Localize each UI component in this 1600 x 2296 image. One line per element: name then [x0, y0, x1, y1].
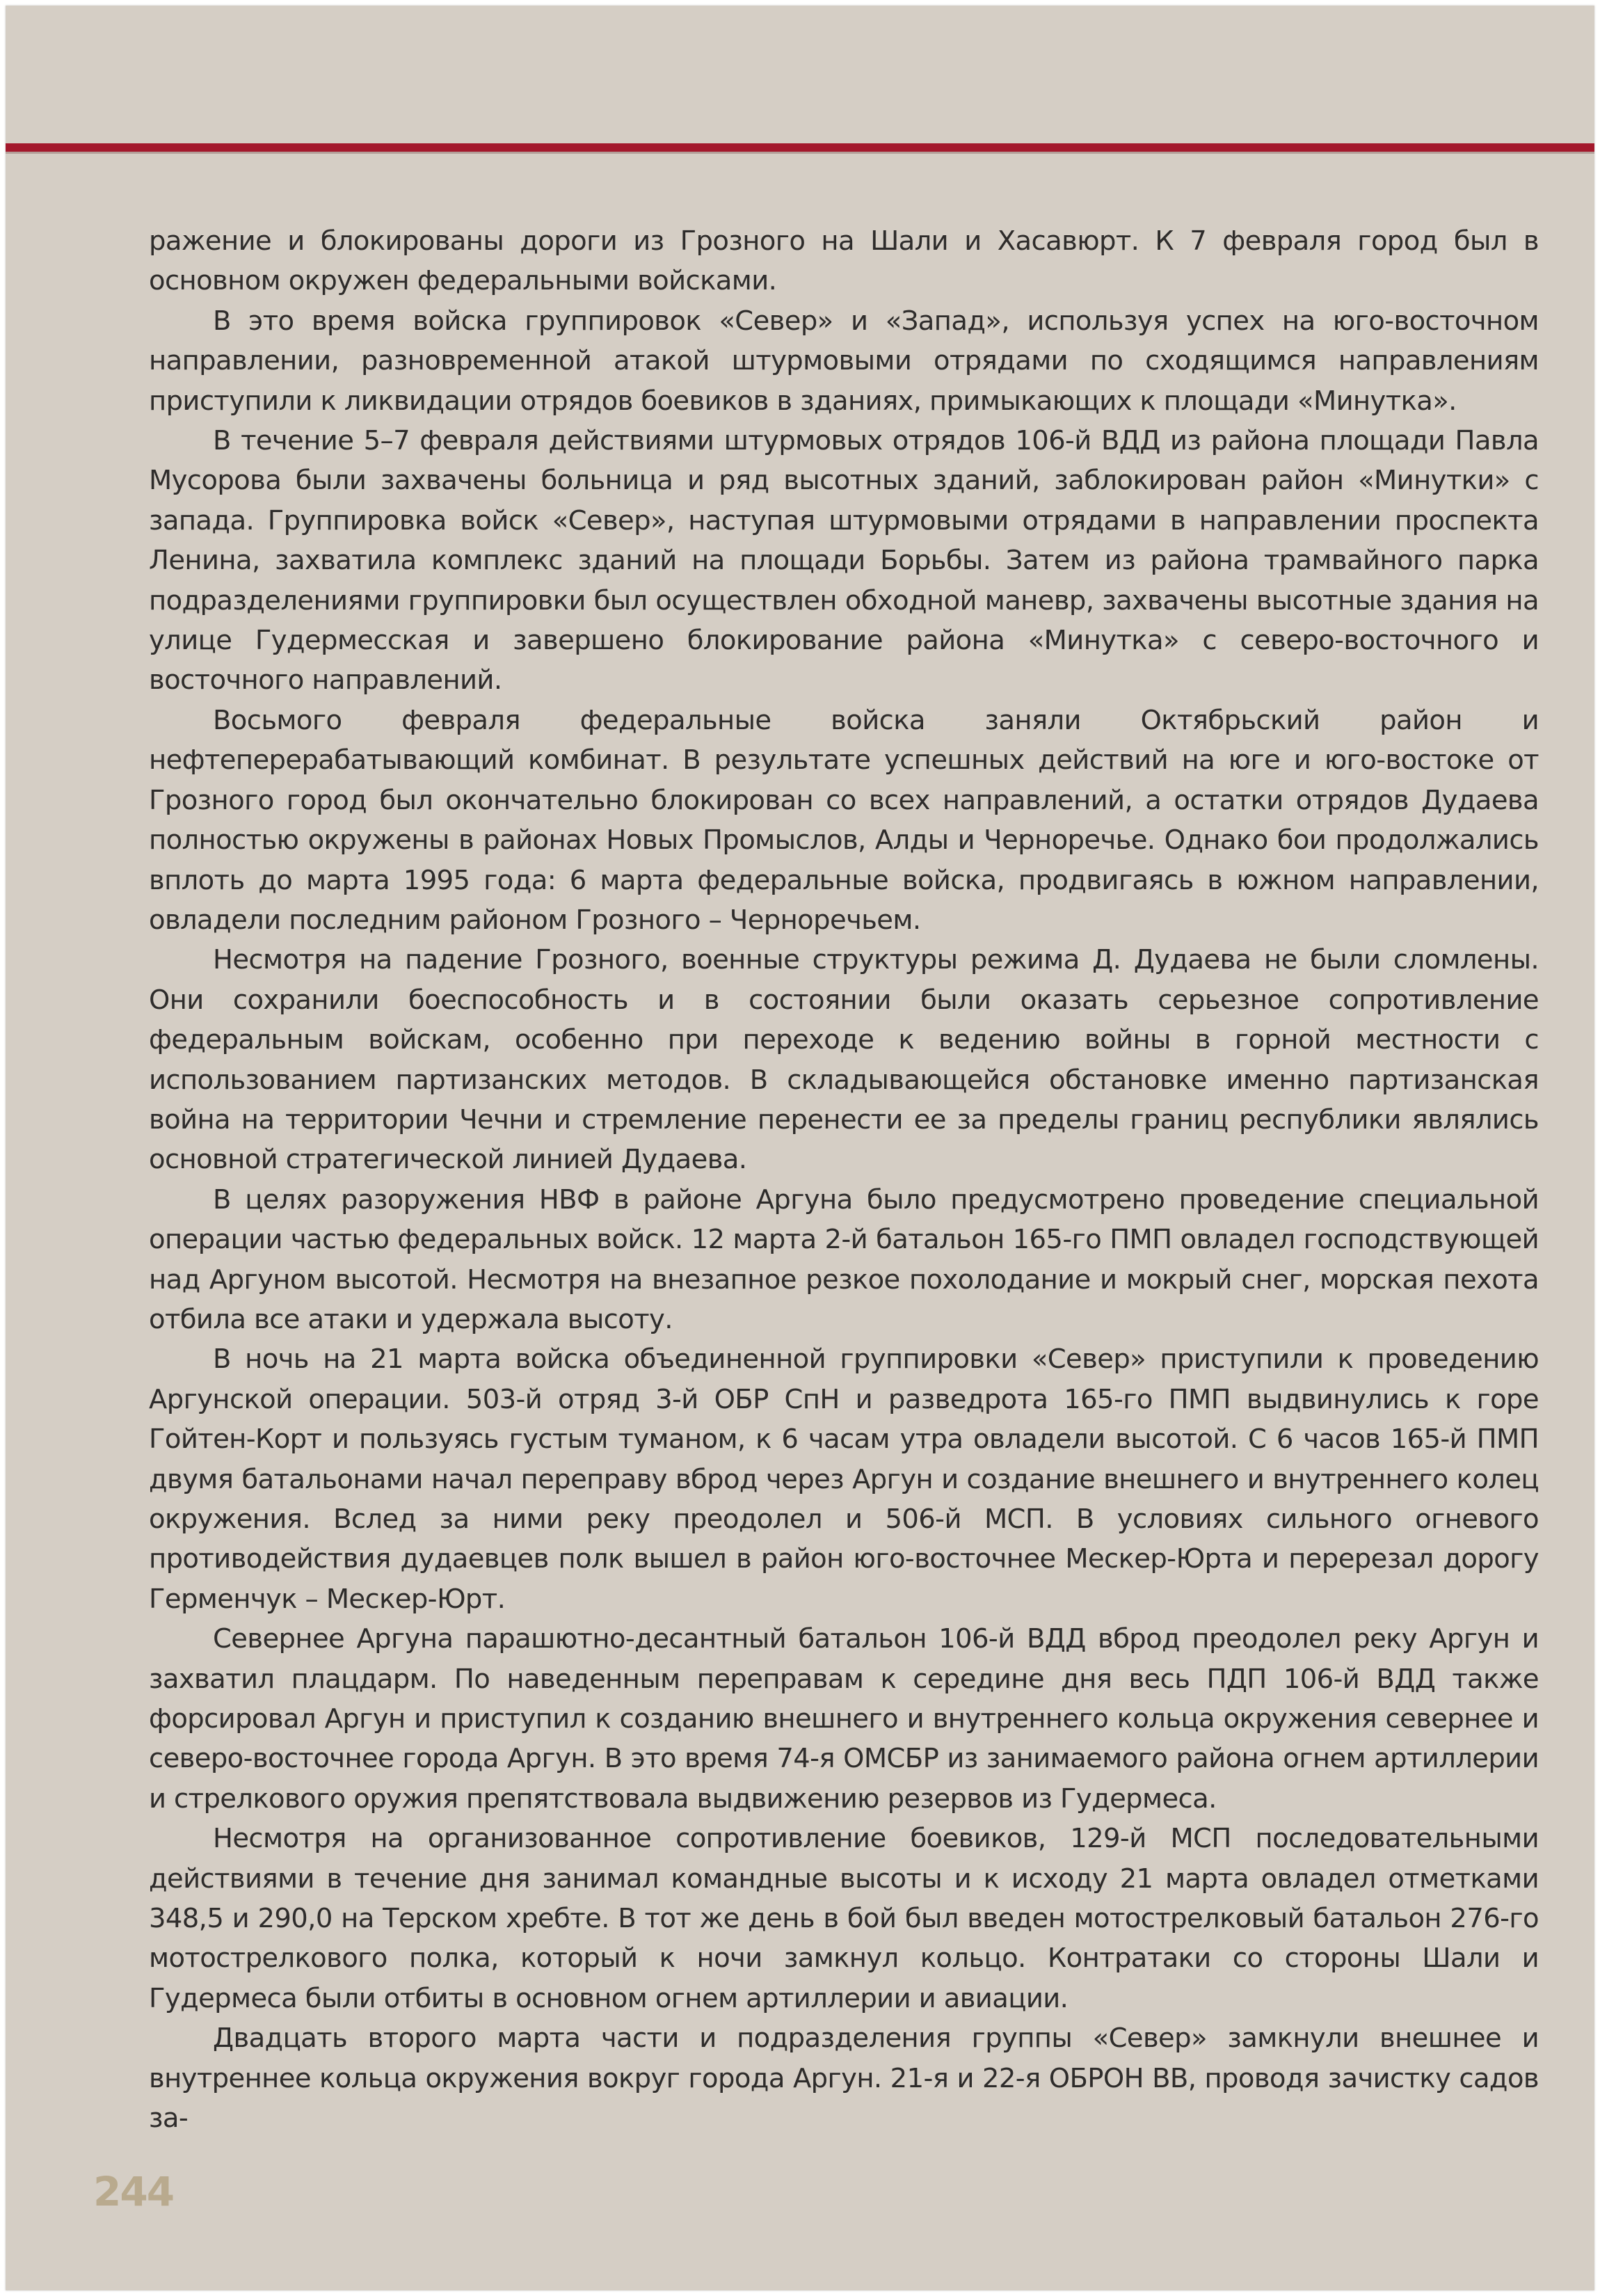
paragraph-10: Двадцать второго марта части и подразделения группы «Север» замкнули внешнее и внутреннее кольца окружения вокруг города Аргун. 21-я и 22-я ОБРОН ВВ, проводя зачистку садов за- [149, 2023, 1539, 2135]
paragraph-2: В это время войска группировок «Север» и «Запад», используя успех на юго-восточном направлении, разновременной атакой штурмовыми отрядами по сходящимся направлениям приступили к ликвидации отрядов боевиков в зданиях, примыкающих к площади «Минутка». [149, 305, 1539, 417]
paragraph-3: В течение 5–7 февраля действиями штурмовых отрядов 106-й ВДД из района площади Павла Мусорова были захвачены больница и ряд высотных зданий, заблокирован район «Минутки» с запада. Группировка войск «Север», наступая штурмовыми отрядами в направлении проспекта Ленина, захватила комплекс зданий на площади Борьбы. Затем из района трамвайного парка подразделениями группировки был осуществлен обходной маневр, захвачены высотные здания на улице Гудермесская и завершено блокирование района «Минутка» с северо-восточного и восточного направлений. [149, 425, 1539, 696]
paragraph-7: В ночь на 21 марта войска объединенной группировки «Север» приступили к проведению Аргунской операции. 503-й отряд 3-й ОБР СпН и разведрота 165-го ПМП выдвинулись к горе Гойтен-Корт и пользуясь густым туманом, к 6 часам утра овладели высотой. С 6 часов 165-й ПМП двумя батальонами начал переправу вброд через Аргун и создание внешнего и внутреннего колец окружения. Вслед за ними реку преодолел и 506-й МСП. В условиях сильного огневого противодействия дудаевцев полк вышел в район юго-восточнее Мескер-Юрта и перерезал дорогу Герменчук – Мескер-Юрт. [149, 1344, 1539, 1615]
paragraph-9: Несмотря на организованное сопротивление боевиков, 129-й МСП последовательными действиями в течение дня занимал командные высоты и к исходу 21 марта овладел отметками 348,5 и 290,0 на Терском хребте. В тот же день в бой был введен мотострелковый батальон 276-го мотострелкового полка, который к ночи замкнул кольцо. Контратаки со стороны Шали и Гудермеса были отбиты в основном огнем артиллерии и авиации. [149, 1823, 1539, 2014]
page-number: 244 [93, 2168, 174, 2215]
paragraph-4: Восьмого февраля федеральные войска заняли Октябрьский район и нефтеперерабатывающий комбинат. В результате успешных действий на юге и юго-востоке от Грозного город был окончательно блокирован со всех направлений, а остатки отрядов Дудаева полностью окружены в районах Новых Промыслов, Алды и Черноречье. Однако бои продолжались вплоть до марта 1995 года: 6 марта федеральные войска, продвигаясь в южном направлении, овладели последним районом Грозного – Черноречьем. [149, 704, 1539, 936]
book-page [6, 6, 1594, 2290]
header-rule-shadow [6, 152, 1594, 154]
header-rule [6, 143, 1594, 152]
paragraph-5: Несмотря на падение Грозного, военные структуры режима Д. Дудаева не были сломлены. Они сохранили боеспособность и в состоянии были оказать серьезное сопротивление федеральным войскам, особенно при переходе к ведению войны в горной местности с использованием партизанских методов. В складывающейся обстановке именно партизанская война на территории Чечни и стремление перенести ее за пределы границ республики являлись основной стратегической линией Дудаева. [149, 944, 1539, 1176]
body-text [149, 221, 1539, 2139]
paragraph-6: В целях разоружения НВФ в районе Аргуна было предусмотрено проведение специальной операции частью федеральных войск. 12 марта 2-й батальон 165-го ПМП овладел господствующей над Аргуном высотой. Несмотря на внезапное резкое похолодание и мокрый снег, морская пехота отбила все атаки и удержала высоту. [149, 1183, 1539, 1335]
paragraph-8: Севернее Аргуна парашютно-десантный батальон 106-й ВДД вброд преодолел реку Аргун и захватил плацдарм. По наведенным переправам к середине дня весь ПДП 106-й ВДД также форсировал Аргун и приступил к созданию внешнего и внутреннего кольца окружения севернее и северо-восточнее города Аргун. В это время 74-я ОМСБР из занимаемого района огнем артиллерии и стрелкового оружия препятствовала выдвижению резервов из Гудермеса. [149, 1623, 1539, 1815]
paragraph-1: ражение и блокированы дороги из Грозного на Шали и Хасавюрт. К 7 февраля город был в основном окружен федеральными войсками. [149, 225, 1539, 297]
